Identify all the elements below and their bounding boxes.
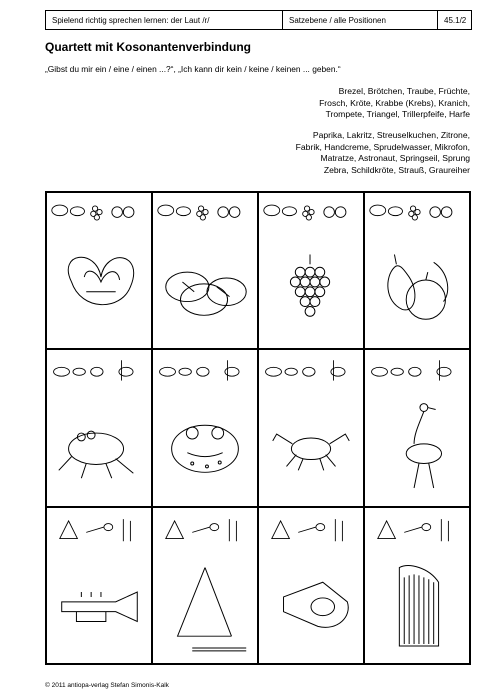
header-level: Satzebene / alle Positionen: [283, 11, 438, 29]
pretzel-icon: [47, 193, 151, 348]
toad-icon: [153, 350, 257, 505]
word-list-1: [319, 86, 470, 121]
word-line: Fabrik, Handcreme, Sprudelwasser, Mikrofon,: [295, 141, 470, 152]
card-grapes[interactable]: [258, 192, 364, 349]
group-row-icons: [52, 205, 134, 220]
grapes-icon: [259, 193, 363, 348]
page-title: Quartett mit Kosonantenverbindung: [45, 40, 252, 54]
page-header: [45, 10, 472, 30]
card-crane[interactable]: [364, 349, 470, 506]
harp-icon: [365, 508, 469, 663]
trumpet-icon: [47, 508, 151, 663]
crab-icon: [259, 350, 363, 505]
card-toad[interactable]: [152, 349, 258, 506]
intro-sentence: „Gibst du mir ein / eine / einen ...?“, „Ich kann dir kein / keine / keinen ... geben.“: [45, 64, 341, 74]
card-frog[interactable]: [46, 349, 152, 506]
word-line: Trompete, Triangel, Trillerpfeife, Harfe: [325, 109, 470, 120]
word-line: Matratze, Astronaut, Springseil, Sprung: [320, 153, 470, 164]
header-course-title: Spielend richtig sprechen lernen: der Laut /r/: [46, 11, 283, 29]
frog-icon: [47, 350, 151, 505]
card-triangle[interactable]: [152, 507, 258, 664]
quartet-card-grid: [45, 191, 471, 665]
bread-rolls-icon: [153, 193, 257, 348]
whistle-icon: [259, 508, 363, 663]
card-crab[interactable]: [258, 349, 364, 506]
card-trumpet[interactable]: [46, 507, 152, 664]
card-whistle[interactable]: [258, 507, 364, 664]
card-fruits[interactable]: [364, 192, 470, 349]
copyright-footer: © 2011 antiopa-verlag Stefan Simonis-Kalk: [45, 682, 169, 689]
card-harp[interactable]: [364, 507, 470, 664]
word-list-2: [296, 130, 470, 177]
header-page-number: 45.1/2: [444, 15, 467, 25]
word-line: Zebra, Schildkröte, Strauß, Graureiher: [323, 165, 470, 176]
crane-icon: [365, 350, 469, 505]
word-line: Frosch, Kröte, Krabbe (Krebs), Kranich,: [319, 97, 470, 108]
card-bread-rolls[interactable]: [152, 192, 258, 349]
word-line: Paprika, Lakritz, Streuselkuchen, Zitrone,: [312, 130, 470, 140]
card-pretzel[interactable]: [46, 192, 152, 349]
fruits-icon: [365, 193, 469, 348]
word-line: Brezel, Brötchen, Traube, Früchte,: [338, 86, 470, 96]
triangle-icon: [153, 508, 257, 663]
